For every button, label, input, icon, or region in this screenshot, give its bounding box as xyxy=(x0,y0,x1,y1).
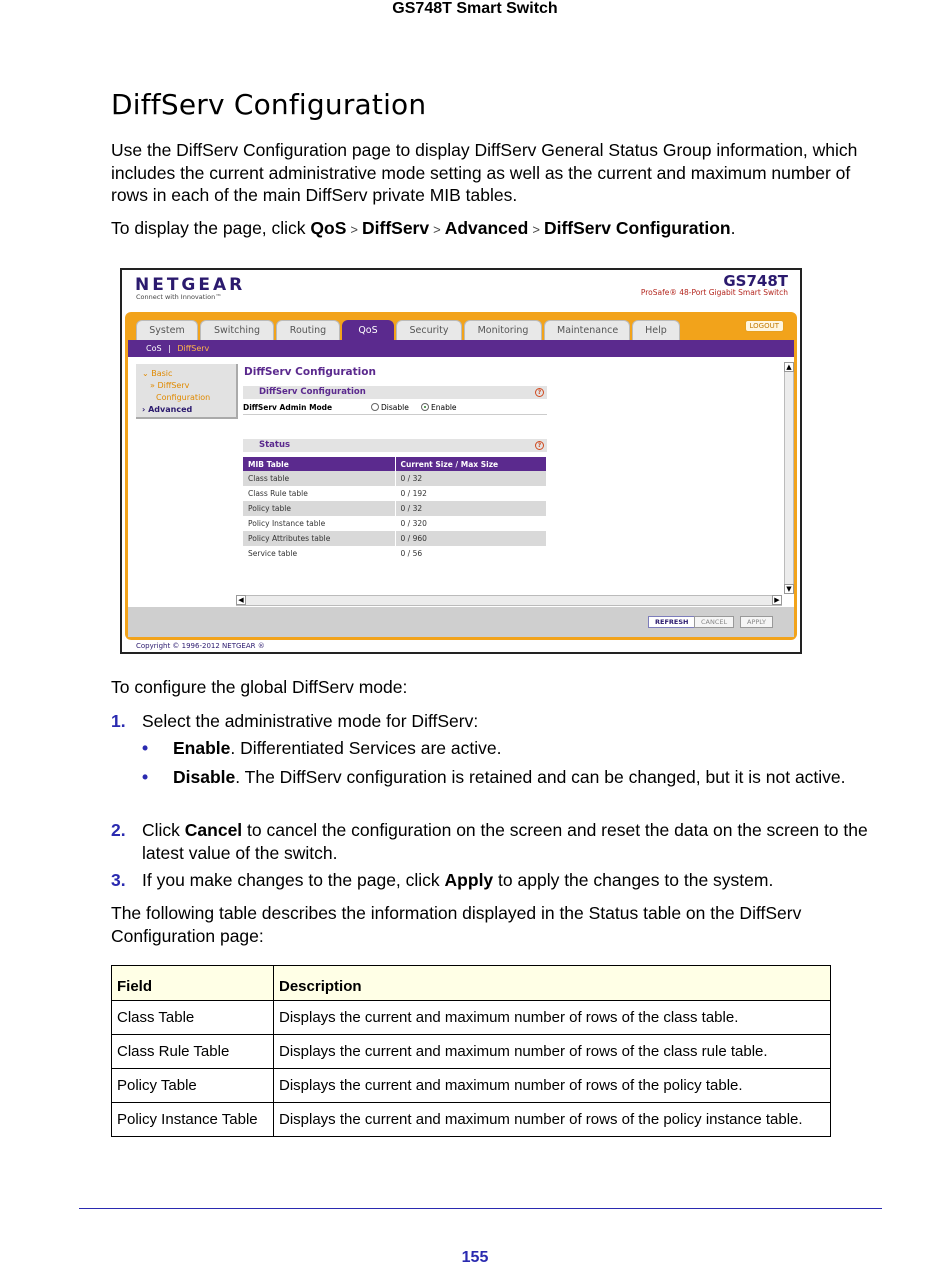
page-number: 155 xyxy=(461,1249,489,1266)
table-cell: Policy Instance table xyxy=(243,516,395,531)
table-row xyxy=(112,1001,831,1035)
nav-step-diffserv: DiffServ xyxy=(362,218,430,238)
vertical-scrollbar[interactable] xyxy=(784,362,794,594)
step-number: 2. xyxy=(111,820,126,840)
model-description: ProSafe® 48-Port Gigabit Smart Switch xyxy=(640,288,788,297)
page-title: DiffServ Configuration xyxy=(111,88,427,121)
nav-path-prefix: To display the page, click xyxy=(111,218,311,238)
description-table-header xyxy=(112,966,831,1001)
radio-disable-option[interactable] xyxy=(371,401,409,415)
radio-enable-option[interactable] xyxy=(421,401,457,415)
horizontal-scrollbar[interactable] xyxy=(236,595,782,606)
scroll-up-icon[interactable]: ▲ xyxy=(784,362,794,372)
step-number: 3. xyxy=(111,870,126,890)
subnav-diffserv[interactable]: DiffServ xyxy=(177,344,210,353)
admin-mode-row xyxy=(243,401,547,415)
step-term: Apply xyxy=(444,870,494,890)
help-icon[interactable]: ? xyxy=(535,388,544,397)
step-text: to apply the changes to the system. xyxy=(493,870,774,890)
tab-security[interactable]: Security xyxy=(396,320,462,340)
tab-routing[interactable]: Routing xyxy=(276,320,340,340)
logout-button[interactable]: LOGOUT xyxy=(745,320,785,332)
nav-path-paragraph xyxy=(111,217,881,242)
sub-navigation xyxy=(128,340,794,357)
nav-separator: > xyxy=(350,222,358,237)
nav-separator: > xyxy=(433,222,441,237)
model-name: GS748T xyxy=(723,272,788,290)
subnav-cos[interactable]: CoS xyxy=(146,344,162,353)
bullet-term: Enable xyxy=(173,738,231,758)
radio-disable[interactable] xyxy=(371,403,379,411)
step-number: 1. xyxy=(111,711,126,731)
step-2 xyxy=(111,819,881,863)
tab-help[interactable]: Help xyxy=(632,320,680,340)
tab-maintenance[interactable]: Maintenance xyxy=(544,320,630,340)
copyright: Copyright © 1996-2012 NETGEAR ® xyxy=(136,642,265,650)
radio-enable-label: Enable xyxy=(431,403,457,412)
step-text: Click xyxy=(142,820,185,840)
table-cell: 0 / 192 xyxy=(395,486,547,501)
tab-monitoring[interactable]: Monitoring xyxy=(464,320,542,340)
column-header: Description xyxy=(274,966,831,1001)
status-table xyxy=(243,457,547,561)
help-icon[interactable]: ? xyxy=(535,441,544,450)
status-panel-header xyxy=(243,439,547,452)
column-header: MIB Table xyxy=(243,457,395,471)
table-cell: Class table xyxy=(243,471,395,486)
table-row xyxy=(112,1103,831,1137)
chevron-down-icon: ⌄ xyxy=(142,369,152,378)
table-cell: Class Rule table xyxy=(243,486,395,501)
step-3 xyxy=(111,869,881,892)
step-term: Cancel xyxy=(184,820,243,840)
running-header: GS748T Smart Switch xyxy=(392,0,558,17)
tab-qos[interactable]: QoS xyxy=(342,320,394,340)
tab-system[interactable]: System xyxy=(136,320,198,340)
step-text: If you make changes to the page, click xyxy=(142,870,445,890)
main-tabs xyxy=(136,320,680,340)
bullet-icon: • xyxy=(142,738,149,758)
table-row xyxy=(243,471,547,486)
leftnav-basic-label: Basic xyxy=(151,369,173,378)
nav-step-diffserv-configuration: DiffServ Configuration xyxy=(543,218,731,238)
cancel-button[interactable]: CANCEL xyxy=(694,616,734,628)
scroll-right-icon[interactable]: ▶ xyxy=(772,595,782,605)
table-cell: 0 / 960 xyxy=(395,531,547,546)
bullet-icon: • xyxy=(142,767,149,787)
table-cell: Displays the current and maximum number of rows of the policy instance table. xyxy=(274,1103,831,1137)
table-cell: Class Table xyxy=(112,1001,274,1035)
nav-step-advanced: Advanced xyxy=(444,218,529,238)
table-row xyxy=(243,486,547,501)
step-1 xyxy=(111,710,881,733)
tab-switching[interactable]: Switching xyxy=(200,320,274,340)
table-row xyxy=(243,501,547,516)
refresh-button[interactable]: REFRESH xyxy=(648,616,695,628)
column-header: Current Size / Max Size xyxy=(395,457,547,471)
scroll-down-icon[interactable]: ▼ xyxy=(784,584,794,594)
logo-tagline: Connect with Innovation™ xyxy=(136,293,222,301)
left-navigation xyxy=(136,364,238,419)
table-row xyxy=(112,1069,831,1103)
description-table xyxy=(111,965,831,1137)
leftnav-advanced[interactable] xyxy=(142,404,236,416)
scroll-left-icon[interactable]: ◀ xyxy=(236,595,246,605)
button-bar xyxy=(128,607,794,637)
table-cell: Displays the current and maximum number of rows of the policy table. xyxy=(274,1069,831,1103)
config-panel-header xyxy=(243,386,547,399)
radio-disable-label: Disable xyxy=(381,403,409,412)
chevron-right-icon: › xyxy=(142,405,149,414)
table-cell: 0 / 320 xyxy=(395,516,547,531)
leftnav-diffserv[interactable]: » DiffServ xyxy=(150,381,190,390)
table-cell: 0 / 32 xyxy=(395,501,547,516)
leftnav-diffserv-label: DiffServ xyxy=(157,381,190,390)
leftnav-basic[interactable] xyxy=(142,368,236,380)
apply-button[interactable]: APPLY xyxy=(740,616,773,628)
table-cell: Displays the current and maximum number of rows of the class table. xyxy=(274,1001,831,1035)
nav-path-suffix: . xyxy=(730,218,736,238)
table-row xyxy=(243,531,547,546)
intro-paragraph: Use the DiffServ Configuration page to display DiffServ General Status Group information, which includes the current administrative mode setting as well as the current and maximum number of rows in each of the main DiffServ private MIB tables. xyxy=(111,140,858,205)
bullet-text: . The DiffServ configuration is retained and can be changed, but it is not active. xyxy=(235,767,846,787)
bullet-term: Disable xyxy=(173,767,236,787)
admin-mode-label: DiffServ Admin Mode xyxy=(243,403,333,412)
leftnav-advanced-label: Advanced xyxy=(148,405,193,414)
nav-separator: > xyxy=(532,222,540,237)
table-cell: Policy table xyxy=(243,501,395,516)
footer-rule xyxy=(79,1208,882,1209)
table-row xyxy=(243,516,547,531)
table-intro: The following table describes the information displayed in the Status table on the DiffServ Configuration page: xyxy=(111,903,802,946)
table-cell: Policy Table xyxy=(112,1069,274,1103)
configure-intro: To configure the global DiffServ mode: xyxy=(111,677,408,697)
leftnav-configuration[interactable]: Configuration xyxy=(156,393,211,402)
table-cell: Class Rule Table xyxy=(112,1035,274,1069)
netgear-logo: NETGEAR xyxy=(135,275,246,295)
screen-page-title: DiffServ Configuration xyxy=(244,366,376,378)
subnav-separator: | xyxy=(168,344,171,353)
table-cell: 0 / 32 xyxy=(395,471,547,486)
table-row xyxy=(243,546,547,561)
column-header: Field xyxy=(112,966,274,1001)
step-text: to cancel the configuration on the screen and reset the data on the screen to the latest value of the switch. xyxy=(142,820,868,863)
table-cell: 0 / 56 xyxy=(395,546,547,561)
table-cell: Policy Instance Table xyxy=(112,1103,274,1137)
content-area xyxy=(128,357,794,607)
radio-enable[interactable] xyxy=(421,403,429,411)
table-cell: Service table xyxy=(243,546,395,561)
step-text: Select the administrative mode for DiffServ: xyxy=(142,711,479,731)
status-table-header xyxy=(243,457,547,471)
status-panel-title: Status xyxy=(259,440,291,450)
table-row xyxy=(112,1035,831,1069)
bullet-text: . Differentiated Services are active. xyxy=(230,738,502,758)
table-cell: Displays the current and maximum number of rows of the class rule table. xyxy=(274,1035,831,1069)
table-cell: Policy Attributes table xyxy=(243,531,395,546)
ui-screenshot xyxy=(120,268,802,654)
config-panel-title: DiffServ Configuration xyxy=(259,387,366,397)
nav-step-qos: QoS xyxy=(310,218,347,238)
